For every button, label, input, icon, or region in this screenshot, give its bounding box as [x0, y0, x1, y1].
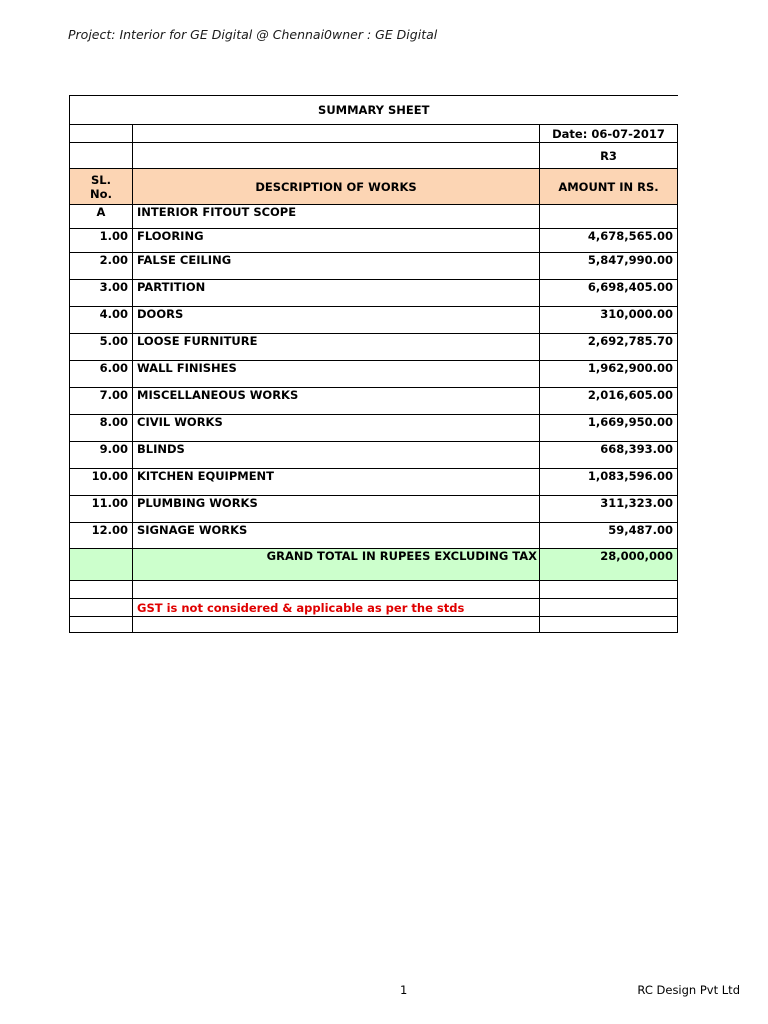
sl-no-cell: 8.00 — [70, 415, 133, 442]
sl-no-cell: 9.00 — [70, 442, 133, 469]
blank-cell — [70, 125, 133, 143]
amount-cell: 59,487.00 — [540, 523, 678, 549]
blank-cell — [540, 581, 678, 599]
table-row — [70, 415, 678, 442]
sl-header-line-2: No. — [90, 186, 112, 201]
sheet-title: SUMMARY SHEET — [70, 96, 678, 125]
table-row — [70, 307, 678, 334]
description-cell: MISCELLANEOUS WORKS — [133, 388, 540, 415]
blank-cell — [540, 205, 678, 229]
sl-no-cell: 2.00 — [70, 253, 133, 280]
amount-cell: 310,000.00 — [540, 307, 678, 334]
amount-cell: 311,323.00 — [540, 496, 678, 523]
column-header-description: DESCRIPTION OF WORKS — [133, 169, 540, 205]
blank-cell — [70, 617, 133, 633]
column-header-amount: AMOUNT IN RS. — [540, 169, 678, 205]
blank-cell — [70, 549, 133, 581]
date-label: Date: 06-07-2017 — [540, 125, 678, 143]
section-label: INTERIOR FITOUT SCOPE — [133, 205, 540, 229]
table-row — [70, 523, 678, 549]
description-cell: CIVIL WORKS — [133, 415, 540, 442]
description-cell: PARTITION — [133, 280, 540, 307]
sl-no-cell: 1.00 — [70, 229, 133, 253]
blank-cell — [133, 125, 540, 143]
table-row — [70, 442, 678, 469]
sl-no-cell: 5.00 — [70, 334, 133, 361]
blank-cell — [540, 617, 678, 633]
sl-no-cell: 4.00 — [70, 307, 133, 334]
description-cell: KITCHEN EQUIPMENT — [133, 469, 540, 496]
description-cell: FLOORING — [133, 229, 540, 253]
gst-note: GST is not considered & applicable as per the stds — [133, 599, 540, 617]
amount-cell: 668,393.00 — [540, 442, 678, 469]
table-row — [70, 361, 678, 388]
table-row — [70, 229, 678, 253]
table-row — [70, 469, 678, 496]
blank-cell — [70, 143, 133, 169]
table-row — [70, 388, 678, 415]
table-row — [70, 496, 678, 523]
amount-cell: 5,847,990.00 — [540, 253, 678, 280]
table-row — [70, 334, 678, 361]
description-cell: BLINDS — [133, 442, 540, 469]
description-cell: WALL FINISHES — [133, 361, 540, 388]
amount-cell: 1,669,950.00 — [540, 415, 678, 442]
column-header-sl-no — [70, 169, 133, 205]
amount-cell: 6,698,405.00 — [540, 280, 678, 307]
amount-cell: 4,678,565.00 — [540, 229, 678, 253]
company-name: RC Design Pvt Ltd — [637, 983, 740, 997]
table-row — [70, 280, 678, 307]
sl-no-cell: 11.00 — [70, 496, 133, 523]
amount-cell: 1,962,900.00 — [540, 361, 678, 388]
summary-table — [69, 95, 678, 633]
section-id: A — [70, 205, 133, 229]
blank-cell — [70, 599, 133, 617]
grand-total-amount: 28,000,000 — [540, 549, 678, 581]
description-cell: DOORS — [133, 307, 540, 334]
sl-no-cell: 7.00 — [70, 388, 133, 415]
blank-cell — [133, 143, 540, 169]
sl-no-cell: 6.00 — [70, 361, 133, 388]
sl-no-cell: 3.00 — [70, 280, 133, 307]
sl-no-cell: 10.00 — [70, 469, 133, 496]
blank-cell — [70, 581, 133, 599]
page-number: 1 — [400, 983, 408, 997]
blank-cell — [133, 581, 540, 599]
description-cell: PLUMBING WORKS — [133, 496, 540, 523]
blank-cell — [133, 617, 540, 633]
blank-cell — [540, 599, 678, 617]
sl-header-line-1: SL. — [91, 172, 111, 187]
amount-cell: 2,016,605.00 — [540, 388, 678, 415]
amount-cell: 1,083,596.00 — [540, 469, 678, 496]
table-row — [70, 253, 678, 280]
description-cell: SIGNAGE WORKS — [133, 523, 540, 549]
grand-total-label: GRAND TOTAL IN RUPEES EXCLUDING TAX — [133, 549, 540, 581]
project-header: Project: Interior for GE Digital @ Chennai0wner : GE Digital — [68, 27, 438, 42]
item-rows — [70, 229, 678, 549]
revision-label: R3 — [540, 143, 678, 169]
amount-cell: 2,692,785.70 — [540, 334, 678, 361]
description-cell: FALSE CEILING — [133, 253, 540, 280]
description-cell: LOOSE FURNITURE — [133, 334, 540, 361]
sl-no-cell: 12.00 — [70, 523, 133, 549]
